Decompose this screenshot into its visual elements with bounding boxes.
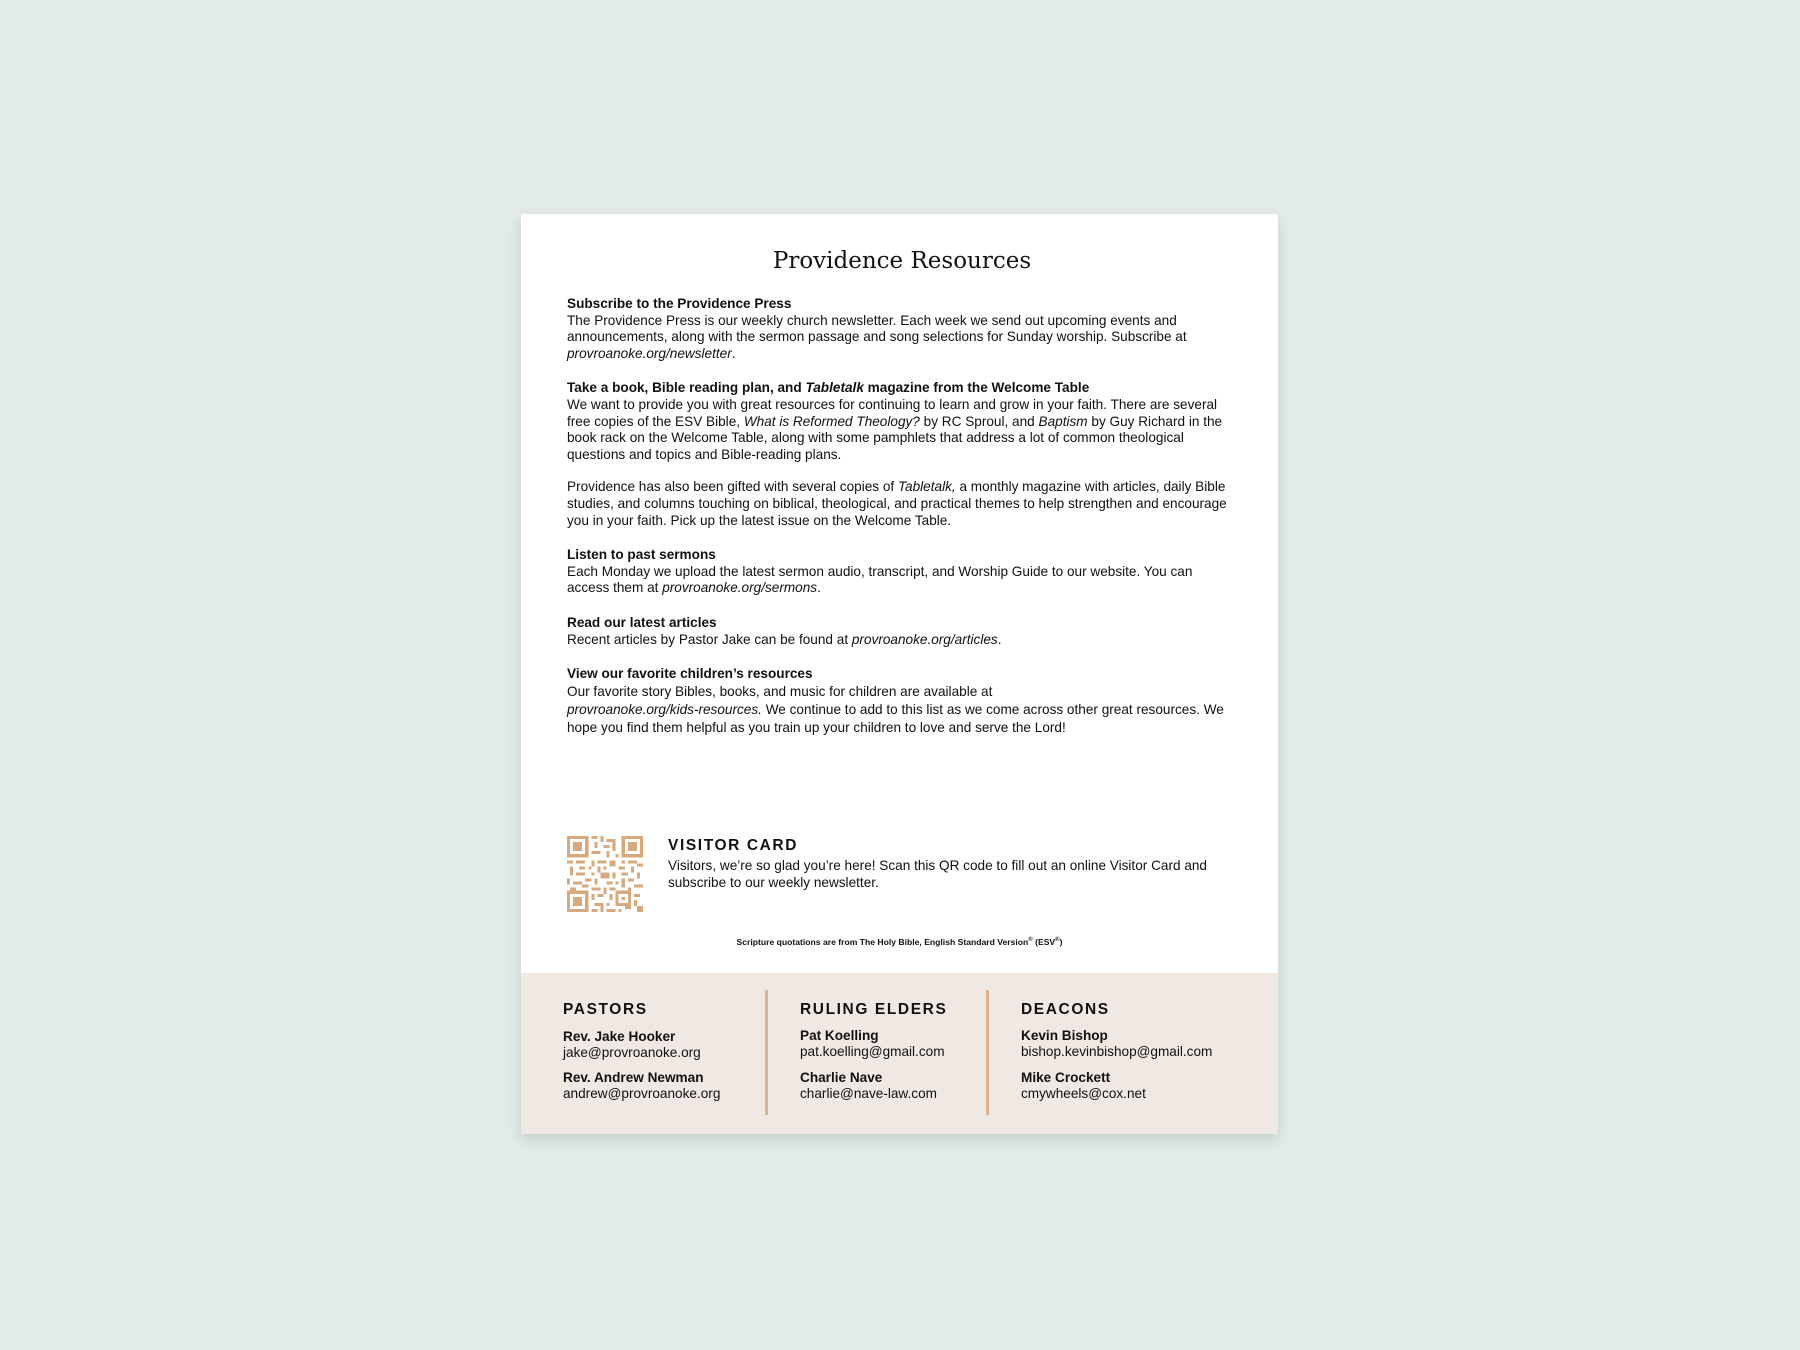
pastors-column [563, 973, 753, 1134]
articles-link[interactable]: provroanoke.org/articles [851, 631, 998, 647]
pastor-email[interactable]: andrew@provroanoke.org [563, 1086, 721, 1101]
elder-name: Pat Koelling [800, 1028, 879, 1043]
elder-email[interactable]: pat.koelling@gmail.com [800, 1044, 945, 1059]
deacons-title: DEACONS [1021, 1001, 1110, 1018]
column-divider [986, 990, 989, 1115]
elders-column [800, 973, 980, 1134]
scripture-footnote: Scripture quotations are from The Holy Bible, English Standard Version® (ESV®) [736, 937, 1063, 947]
column-divider [765, 990, 768, 1115]
deacon-name: Kevin Bishop [1021, 1028, 1108, 1043]
kids-resources-link[interactable]: provroanoke.org/kids-resources. [567, 701, 762, 717]
deacons-column [1021, 973, 1251, 1134]
section-newsletter [567, 296, 1237, 362]
elder-email[interactable]: charlie@nave-law.com [800, 1086, 937, 1101]
visitor-card-title: VISITOR CARD [668, 837, 799, 854]
section-sermons [567, 547, 1237, 597]
elders-title: RULING ELDERS [800, 1001, 948, 1018]
visitor-card-text [668, 836, 1238, 891]
section-body: The Providence Press is our weekly church newsletter. Each week we send out upcoming events and announcements, along with the sermon passage and song selections for Sunday worship. Subscribe at provroanoke.org/newsletter. [567, 312, 1187, 361]
pastor-entry [563, 1029, 701, 1061]
leadership-band [521, 973, 1278, 1134]
visitor-card [567, 836, 1237, 916]
pastor-email[interactable]: jake@provroanoke.org [563, 1045, 701, 1060]
sermons-link[interactable]: provroanoke.org/sermons [662, 580, 818, 596]
deacon-entry [1021, 1070, 1146, 1102]
pastors-title: PASTORS [563, 1001, 648, 1018]
newsletter-link[interactable]: provroanoke.org/newsletter [567, 345, 732, 361]
section-heading: Listen to past sermons [567, 547, 716, 563]
section-kids-resources [567, 666, 1237, 737]
section-welcome-table [567, 380, 1237, 529]
section-body: Our favorite story Bibles, books, and music for children are available at provroanoke.org/kids-resources. We continue to add to this list as we come across other great resources. We hope you find them helpful as you train up your children to love and serve the Lord! [567, 683, 1224, 735]
pastor-entry [563, 1070, 720, 1102]
section-articles [567, 615, 1237, 648]
elder-name: Charlie Nave [800, 1070, 883, 1085]
section-body: Each Monday we upload the latest sermon audio, transcript, and Worship Guide to our website. You can access them at provroanoke.org/sermons. [567, 563, 1193, 596]
deacon-entry [1021, 1028, 1212, 1060]
deacon-name: Mike Crockett [1021, 1070, 1111, 1085]
section-heading: Take a book, Bible reading plan, and Tabletalk magazine from the Welcome Table [567, 380, 1090, 396]
section-body: We want to provide you with great resources for continuing to learn and grow in your faith. There are several free copies of the ESV Bible, What is Reformed Theology? by RC Sproul, and Baptism by Guy Richard in the book rack on the Welcome Table, along with some pamphlets that address a lot of common theological questions and topics and Bible-reading plans. [567, 396, 1223, 462]
section-body-2: Providence has also been gifted with several copies of Tabletalk, a monthly magazine with articles, daily Bible studies, and columns touching on biblical, theological, and practical themes to help strengthen and encourage you in your faith. Pick up the latest issue on the Welcome Table. [567, 479, 1227, 528]
deacon-email[interactable]: cmywheels@cox.net [1021, 1086, 1146, 1101]
pastor-name: Rev. Andrew Newman [563, 1070, 704, 1085]
visitor-card-body: Visitors, we’re so glad you’re here! Scan this QR code to fill out an online Visitor Card and subscribe to our weekly newsletter. [668, 858, 1207, 890]
page-title: Providence Resources [772, 248, 1032, 274]
deacon-email[interactable]: bishop.kevinbishop@gmail.com [1021, 1044, 1213, 1059]
qr-code-icon[interactable] [567, 836, 643, 912]
section-heading: View our favorite children’s resources [567, 666, 813, 682]
elder-entry [800, 1028, 945, 1060]
resource-sections [567, 296, 1237, 755]
bulletin-page [521, 214, 1278, 1134]
section-heading: Subscribe to the Providence Press [567, 296, 792, 311]
elder-entry [800, 1070, 937, 1102]
section-body: Recent articles by Pastor Jake can be found at provroanoke.org/articles. [567, 631, 1002, 647]
pastor-name: Rev. Jake Hooker [563, 1029, 676, 1044]
section-heading: Read our latest articles [567, 614, 717, 630]
